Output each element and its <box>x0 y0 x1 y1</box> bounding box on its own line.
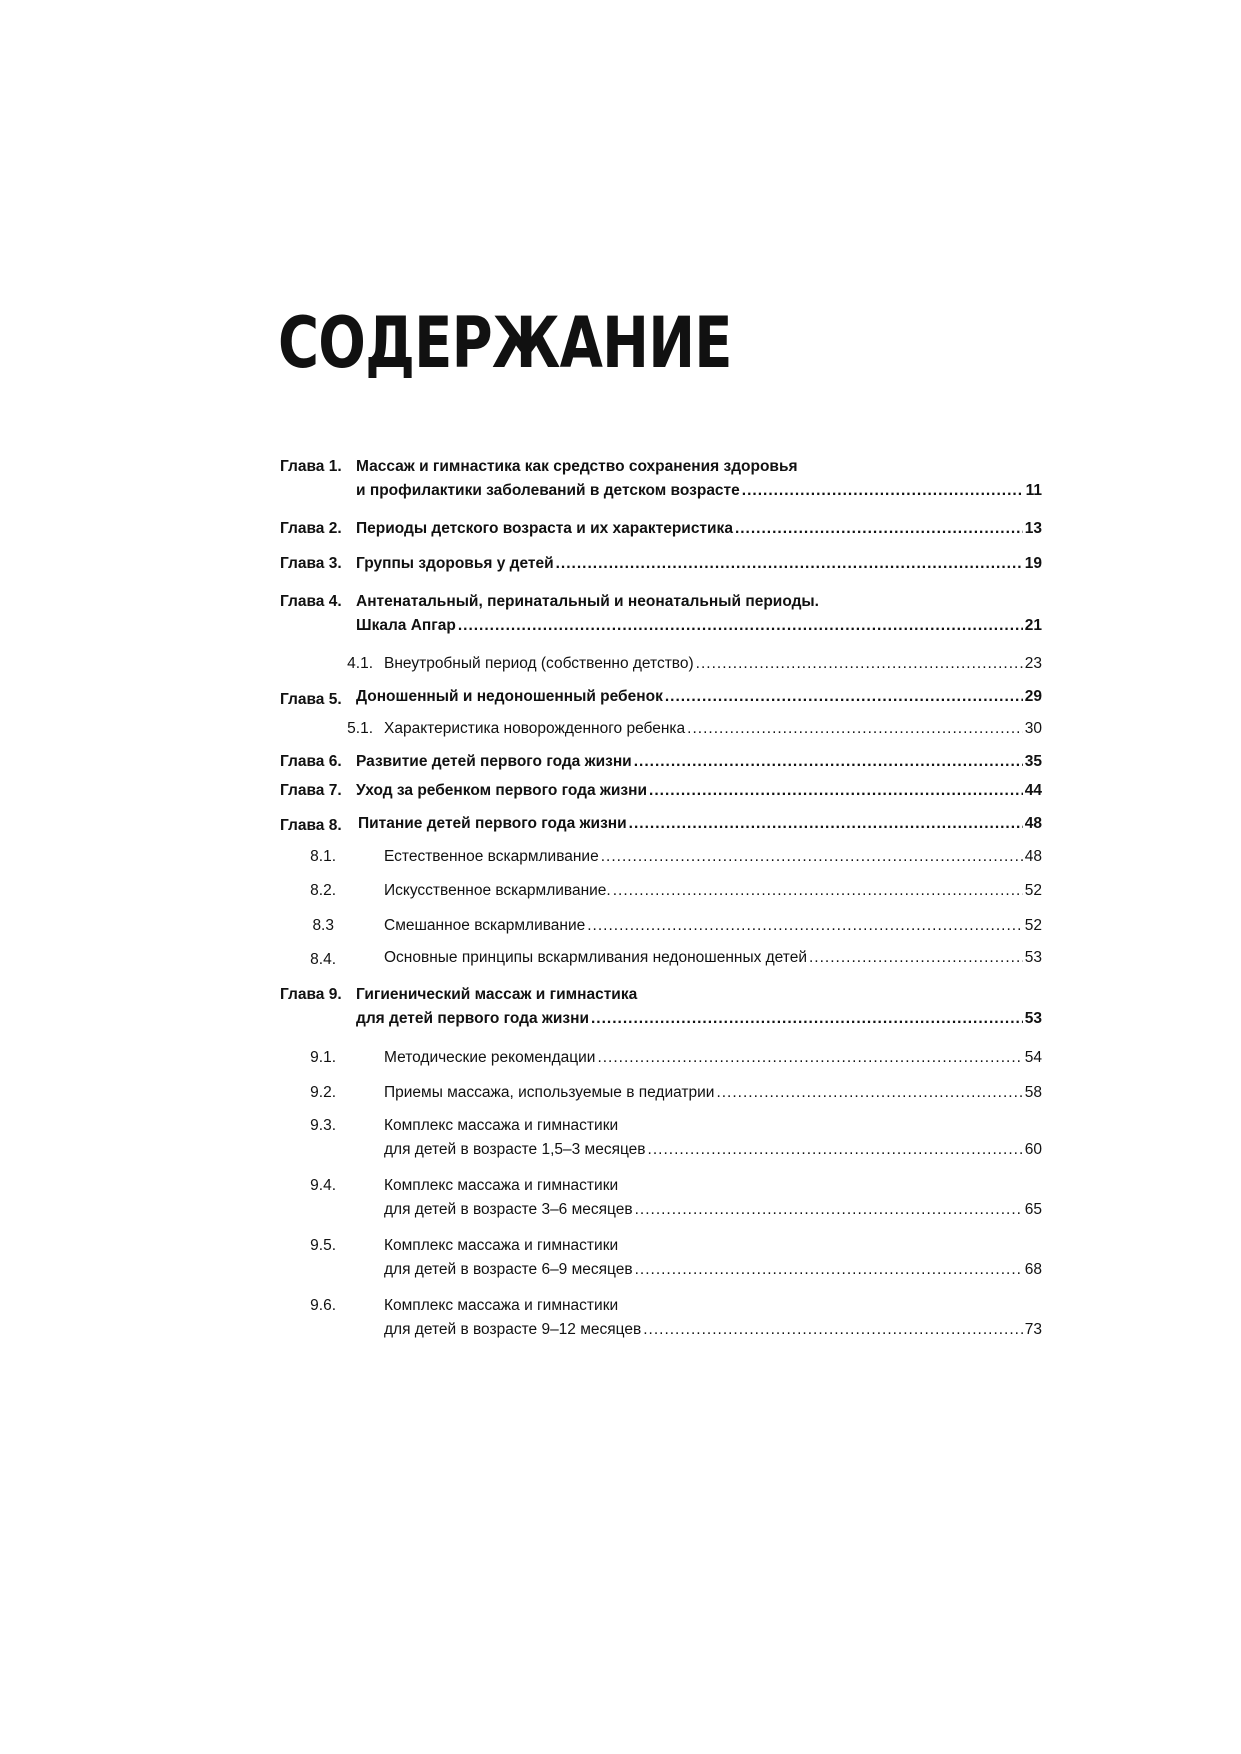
toc-entry-title-line1: Антенатальный, перинатальный и неонатальный периоды. <box>356 593 819 610</box>
toc-entry-leader-line <box>356 614 1042 638</box>
dot-leader <box>601 845 1023 869</box>
toc-entry-label: 5.1. <box>347 720 373 737</box>
toc-entry-page-number: 54 <box>1024 1049 1042 1066</box>
toc-entry-leader-line <box>358 812 1042 836</box>
toc-entry-title-line1: Комплекс массажа и гимнастики <box>384 1237 619 1254</box>
dot-leader <box>591 1007 1023 1031</box>
toc-entry-leader-line <box>384 946 1042 970</box>
toc-entry-title: Уход за ребенком первого года жизни <box>356 782 648 799</box>
toc-entry-leader-line <box>356 685 1042 709</box>
toc-entry-title: Питание детей первого года жизни <box>358 815 627 832</box>
toc-entry-page-number: 44 <box>1024 782 1042 799</box>
dot-leader <box>696 652 1023 676</box>
toc-entry-label: 9.3. <box>310 1117 336 1134</box>
toc-entry-title: Естественное вскармливание <box>384 848 599 865</box>
toc-entry-title: Периоды детского возраста и их характеристика <box>356 520 733 537</box>
toc-entry-page-number: 23 <box>1024 655 1042 672</box>
toc-entry-page-number: 11 <box>1025 482 1042 499</box>
toc-entry-page-number: 21 <box>1024 617 1042 634</box>
toc-entry-title-line2: для детей в возрасте 6–9 месяцев <box>384 1261 633 1278</box>
toc-entry-title: Смешанное вскармливание <box>384 917 586 934</box>
toc-entry-page-number: 30 <box>1024 720 1042 737</box>
dot-leader <box>665 685 1023 709</box>
toc-entry-label: 8.1. <box>310 848 336 865</box>
toc-entry-leader-line <box>356 779 1042 803</box>
toc-entry-title-line2: для детей в возрасте 3–6 месяцев <box>384 1201 633 1218</box>
toc-entry-title-line2: для детей в возрасте 1,5–3 месяцев <box>384 1141 646 1158</box>
toc-entry-title-line1: Массаж и гимнастика как средство сохранения здоровья <box>356 458 798 475</box>
toc-entry-page-number: 19 <box>1024 555 1042 572</box>
toc-entry-label: Глава 1. <box>280 458 342 475</box>
dot-leader <box>643 1318 1023 1342</box>
toc-entry-page-number: 52 <box>1024 917 1042 934</box>
toc-entry-title-line2: для детей первого года жизни <box>356 1010 589 1027</box>
toc-entry-label: 8.2. <box>310 882 336 899</box>
dot-leader <box>635 1258 1023 1282</box>
toc-entry-leader-line <box>384 1046 1042 1070</box>
dot-leader <box>648 1138 1023 1162</box>
toc-entry-label: Глава 6. <box>280 753 342 770</box>
toc-entry-page-number: 60 <box>1024 1141 1042 1158</box>
toc-entry-label: Глава 4. <box>280 593 342 610</box>
toc-entry-page-number: 65 <box>1024 1201 1042 1218</box>
toc-entry-page-number: 35 <box>1024 753 1042 770</box>
dot-leader <box>649 779 1023 803</box>
toc-entry-label: Глава 7. <box>280 782 342 799</box>
dot-leader <box>635 1198 1023 1222</box>
dot-leader <box>809 946 1023 970</box>
dot-leader <box>742 479 1024 503</box>
toc-entry-leader-line <box>384 1081 1042 1105</box>
toc-entry-leader-line <box>356 1007 1042 1031</box>
toc-entry-leader-line <box>384 652 1042 676</box>
toc-entry-title: Характеристика новорожденного ребенка <box>384 720 686 737</box>
toc-entry-page-number: 58 <box>1024 1084 1042 1101</box>
toc-entry-page-number: 52 <box>1024 882 1042 899</box>
dot-leader <box>735 517 1023 541</box>
toc-entry-label: 9.5. <box>310 1237 336 1254</box>
toc-entry-label: Глава 3. <box>280 555 342 572</box>
toc-entry-page-number: 68 <box>1024 1261 1042 1278</box>
toc-entry-page-number: 29 <box>1024 688 1042 705</box>
toc-entry-label: Глава 2. <box>280 520 342 537</box>
page-title: СОДЕРЖАНИЕ <box>278 302 732 384</box>
toc-entry-title-line2: и профилактики заболеваний в детском возрасте <box>356 482 740 499</box>
toc-entry-label: Глава 8. <box>280 817 342 834</box>
dot-leader <box>613 879 1023 903</box>
toc-entry-label: 9.2. <box>310 1084 336 1101</box>
toc-entry-page-number: 13 <box>1024 520 1042 537</box>
toc-entry-title: Приемы массажа, используемые в педиатрии <box>384 1084 715 1101</box>
toc-entry-title-line1: Комплекс массажа и гимнастики <box>384 1117 619 1134</box>
dot-leader <box>587 914 1023 938</box>
dot-leader <box>629 812 1023 836</box>
toc-entry-leader-line <box>384 845 1042 869</box>
toc-entry-title: Группы здоровья у детей <box>356 555 554 572</box>
toc-entry-label: Глава 5. <box>280 691 342 708</box>
dot-leader <box>687 717 1023 741</box>
toc-entry-title: Доношенный и недоношенный ребенок <box>356 688 663 705</box>
toc-entry-title-line1: Гигиенический массаж и гимнастика <box>356 986 638 1003</box>
dot-leader <box>458 614 1023 638</box>
toc-entry-leader-line <box>384 1198 1042 1222</box>
toc-entry-leader-line <box>384 1138 1042 1162</box>
toc-entry-leader-line <box>384 717 1042 741</box>
toc-entry-leader-line <box>384 1318 1042 1342</box>
toc-entry-label: 9.1. <box>310 1049 336 1066</box>
toc-entry-leader-line <box>356 750 1042 774</box>
dot-leader <box>597 1046 1022 1070</box>
toc-entry-title-line1: Комплекс массажа и гимнастики <box>384 1297 619 1314</box>
toc-entry-title: Искусственное вскармливание. <box>384 882 611 899</box>
toc-entry-leader-line <box>384 914 1042 938</box>
toc-entry-label: 9.6. <box>310 1297 336 1314</box>
toc-entry-label: 4.1. <box>347 655 373 672</box>
toc-entry-page-number: 53 <box>1024 1010 1042 1027</box>
dot-leader <box>634 750 1023 774</box>
toc-entry-title-line1: Комплекс массажа и гимнастики <box>384 1177 619 1194</box>
toc-entry-page-number: 48 <box>1024 848 1042 865</box>
toc-entry-title-line2: для детей в возрасте 9–12 месяцев <box>384 1321 642 1338</box>
toc-entry-label: 8.3 <box>312 917 334 934</box>
toc-entry-label: Глава 9. <box>280 986 342 1003</box>
toc-entry-title: Основные принципы вскармливания недоношенных детей <box>384 949 807 966</box>
toc-entry-page-number: 48 <box>1024 815 1042 832</box>
toc-entry-page-number: 73 <box>1024 1321 1042 1338</box>
toc-entry-title-line2: Шкала Апгар <box>356 617 456 634</box>
toc-entry-title: Внеутробный период (собственно детство) <box>384 655 694 672</box>
toc-entry-title: Методические рекомендации <box>384 1049 596 1066</box>
dot-leader <box>556 552 1023 576</box>
toc-entry-leader-line <box>356 479 1042 503</box>
toc-entry-leader-line <box>356 552 1042 576</box>
toc-entry-label: 8.4. <box>310 951 336 968</box>
toc-entry-page-number: 53 <box>1024 949 1042 966</box>
toc-entry-label: 9.4. <box>310 1177 336 1194</box>
toc-entry-title: Развитие детей первого года жизни <box>356 753 632 770</box>
toc-entry-leader-line <box>356 517 1042 541</box>
toc-entry-leader-line <box>384 1258 1042 1282</box>
toc-entry-leader-line <box>384 879 1042 903</box>
dot-leader <box>716 1081 1022 1105</box>
